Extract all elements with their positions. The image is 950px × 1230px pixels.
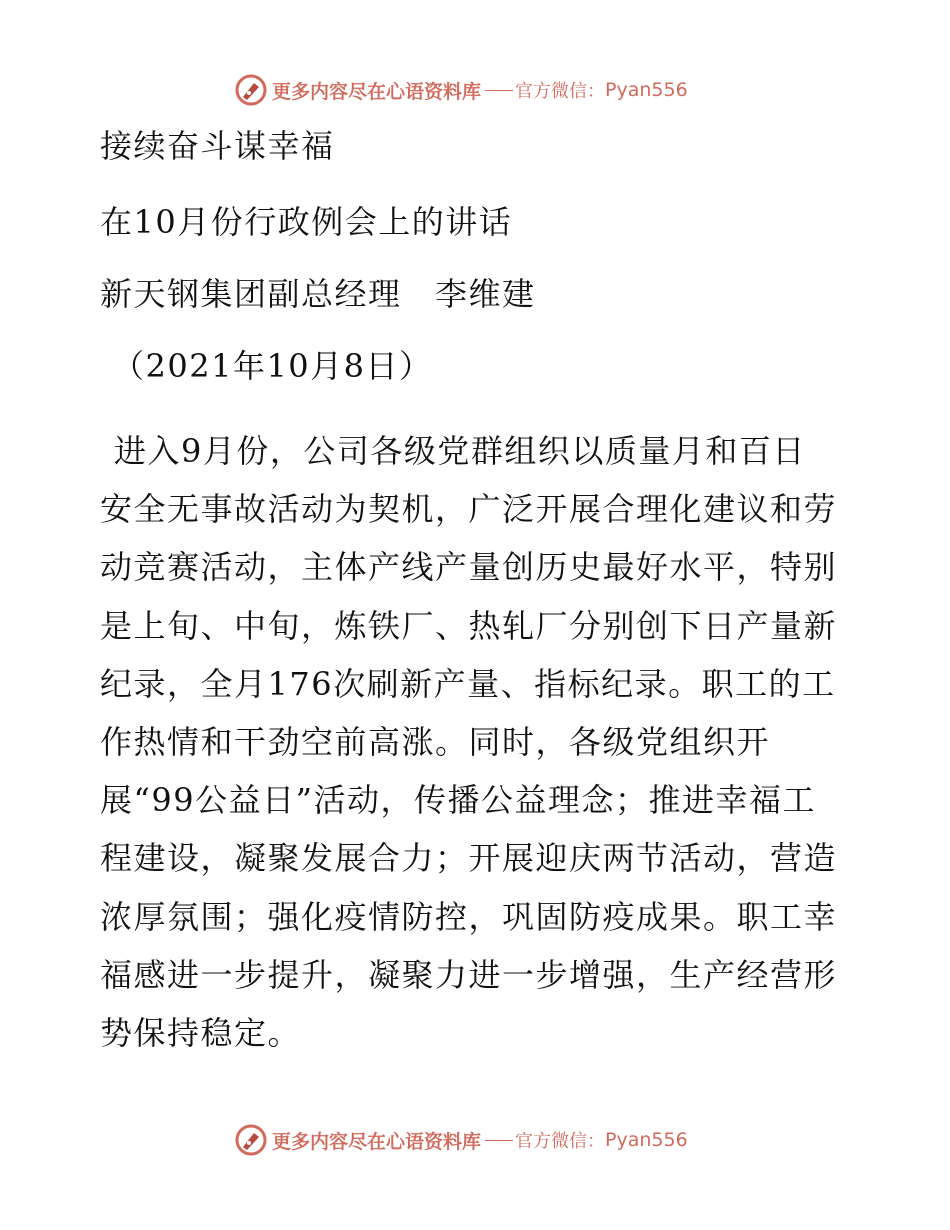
document-subtitle: 在10月份行政例会上的讲话 bbox=[100, 203, 513, 241]
document-date: （2021年10月8日） bbox=[112, 347, 433, 385]
watermark-wechat-id: Pyan556 bbox=[605, 79, 688, 101]
watermark-wechat-id: Pyan556 bbox=[605, 1129, 688, 1151]
paragraph-line: 作热情和干劲空前高涨。同时，各级党组织开 bbox=[100, 723, 771, 762]
document-title: 接续奋斗谋幸福 bbox=[100, 127, 335, 165]
document-body-paragraph bbox=[100, 422, 860, 1062]
paragraph-line: 纪录，全月176次刷新产量、指标纪录。职工的工 bbox=[100, 664, 836, 703]
paragraph-line: 是上旬、中旬，炼铁厂、热轧厂分别创下日产量新 bbox=[100, 606, 838, 645]
document-speaker: 新天钢集团副总经理 李维建 bbox=[100, 275, 536, 313]
paragraph-line: 福感进一步提升，凝聚力进一步增强，生产经营形 bbox=[100, 955, 838, 994]
paragraph-line: 势保持稳定。 bbox=[100, 1014, 302, 1053]
watermark-separator bbox=[485, 90, 513, 91]
watermark-banner-top bbox=[234, 70, 688, 110]
watermark-separator bbox=[485, 1140, 513, 1141]
watermark-banner-bottom bbox=[234, 1120, 688, 1160]
paragraph-line: 安全无事故活动为契机，广泛开展合理化建议和劳 bbox=[100, 490, 838, 529]
watermark-wechat-label: 官方微信： bbox=[515, 1131, 606, 1152]
pen-nib-circle-icon bbox=[234, 1123, 268, 1157]
watermark-text: 更多内容尽在心语资料库 bbox=[272, 1130, 482, 1153]
paragraph-line: 动竞赛活动，主体产线产量创历史最好水平，特别 bbox=[100, 548, 838, 587]
watermark-text: 更多内容尽在心语资料库 bbox=[272, 80, 482, 103]
paragraph-line: 程建设，凝聚发展合力；开展迎庆两节活动，营造 bbox=[100, 839, 838, 878]
paragraph-line: 浓厚氛围；强化疫情防控，巩固防疫成果。职工幸 bbox=[100, 897, 838, 936]
watermark-wechat-label: 官方微信： bbox=[515, 81, 606, 102]
pen-nib-circle-icon bbox=[234, 73, 268, 107]
paragraph-line: 展“99公益日”活动，传播公益理念；推进幸福工 bbox=[100, 781, 816, 820]
paragraph-line: 进入9月份，公司各级党群组织以质量月和百日 bbox=[114, 432, 806, 470]
